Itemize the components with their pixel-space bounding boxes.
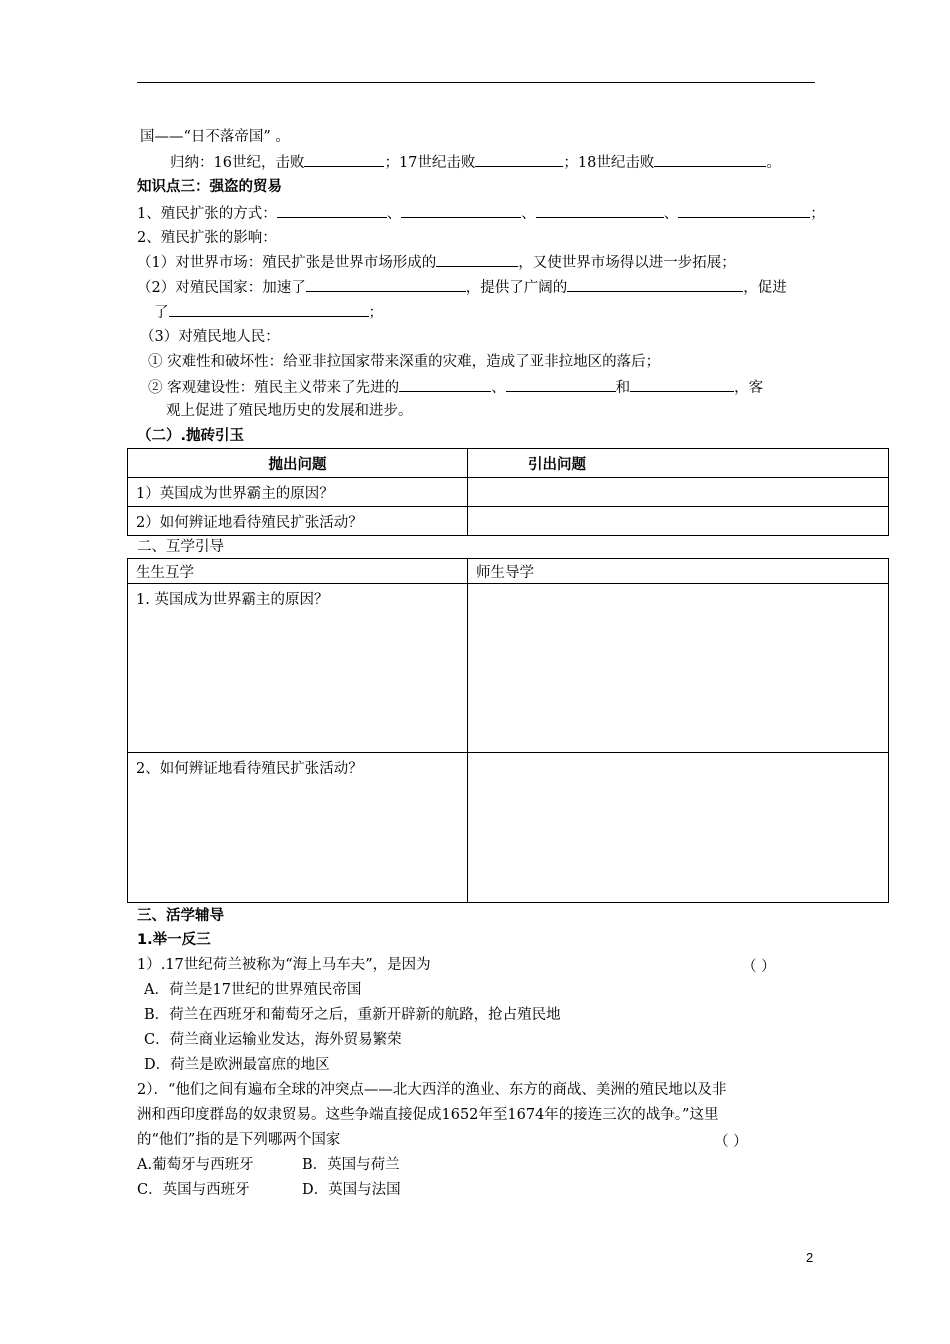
blank[interactable] [304, 152, 384, 167]
table-cell: 2、如何辨证地看待殖民扩张活动？ [128, 753, 468, 903]
line-summary [170, 152, 781, 173]
option[interactable]: D．荷兰是欧洲最富庶的地区 [144, 1057, 330, 1073]
text: ，提供了广阔的 [465, 280, 568, 296]
header-cell: 抛出问题 [128, 449, 468, 478]
page-number: 2 [806, 1250, 814, 1265]
blank[interactable] [506, 377, 616, 392]
blank[interactable] [306, 277, 466, 292]
blank[interactable] [277, 203, 387, 218]
text: 1、殖民扩张的方式： [137, 206, 277, 222]
table-row [128, 449, 889, 478]
text: ，促进 [743, 280, 787, 296]
table-cell: 1）英国成为世界霸主的原因？ [128, 478, 468, 507]
question-1-stem: 1）.17世纪荷兰被称为“海上马车夫”，是因为 [137, 957, 431, 973]
option[interactable]: B．荷兰在西班牙和葡萄牙之后，重新开辟新的航路，抢占殖民地 [144, 1007, 561, 1023]
option[interactable]: C．英国与西班牙 [137, 1182, 250, 1198]
blank[interactable] [436, 252, 518, 267]
section-mutual-guidance: 二、互学引导 [137, 539, 224, 555]
table-row [128, 478, 889, 507]
answer-paren[interactable]: （ ） [714, 1134, 748, 1150]
blank[interactable] [475, 152, 563, 167]
question-2-stem: 的“他们”指的是下列哪两个国家 [137, 1132, 341, 1148]
text: 和 [615, 380, 631, 396]
header-cell: 师生导学 [468, 559, 889, 584]
line-colonies: （3）对殖民地人民： [140, 329, 280, 345]
answer-cell[interactable] [468, 584, 889, 753]
answer-cell[interactable] [468, 507, 889, 536]
guidance-table [127, 558, 889, 903]
option[interactable]: B．英国与荷兰 [302, 1157, 400, 1173]
answer-cell[interactable] [468, 478, 889, 507]
option[interactable]: A．荷兰是17世纪的世界殖民帝国 [144, 982, 362, 998]
table-row [128, 753, 889, 903]
line-progress: 观上促进了殖民地历史的发展和进步。 [166, 403, 413, 419]
answer-cell[interactable] [468, 753, 889, 903]
text: ② 客观建设性：殖民主义带来了先进的 [148, 380, 400, 396]
heading-throw-brick: （二）.抛砖引玉 [137, 428, 245, 444]
line-colonial-states [137, 277, 787, 298]
line-promote [154, 302, 383, 323]
blank[interactable] [654, 152, 766, 167]
blank[interactable] [678, 203, 810, 218]
text: ； [368, 305, 383, 321]
text: ；17世纪击败 [384, 155, 476, 171]
blank[interactable] [169, 302, 369, 317]
line-sun-never-sets: 国——“日不落帝国” 。 [140, 129, 290, 145]
text: ，又使世界市场得以进一步拓展； [518, 255, 736, 271]
question-table [127, 448, 889, 536]
blank[interactable] [536, 203, 664, 218]
header-cell: 生生互学 [128, 559, 468, 584]
text: 归纳：16世纪，击败 [170, 155, 305, 171]
heading-knowledge-3: 知识点三：强盗的贸易 [137, 179, 282, 195]
text: ，客 [734, 380, 764, 396]
header-rule [137, 82, 815, 83]
text: ；18世纪击败 [563, 155, 655, 171]
table-row [128, 507, 889, 536]
question-2-stem: 2）．“他们之间有遍布全球的冲突点——北大西洋的渔业、东方的商战、美洲的殖民地以及非 [137, 1082, 727, 1098]
answer-paren[interactable]: （ ） [742, 959, 776, 975]
option[interactable]: C．荷兰商业运输业发达，海外贸易繁荣 [144, 1032, 402, 1048]
blank[interactable] [567, 277, 743, 292]
text: 。 [766, 155, 781, 171]
table-row [128, 584, 889, 753]
question-2-stem: 洲和西印度群岛的奴隶贸易。这些争端直接促成1652年至1674年的接连三次的战争。”这里 [137, 1107, 719, 1123]
header-cell: 引出问题 [468, 449, 889, 478]
line-destructive: ① 灾难性和破坏性：给亚非拉国家带来深重的灾难，造成了亚非拉地区的落后； [148, 354, 661, 370]
line-constructive: ② 客观建设性：殖民主义带来了先进的 、 和 ，客 [148, 377, 763, 398]
line-colonial-methods: 1、殖民扩张的方式： 、 、 、 ； [137, 203, 825, 224]
blank[interactable] [630, 377, 734, 392]
line-world-market [137, 252, 736, 273]
option[interactable]: D．英国与法国 [302, 1182, 401, 1198]
table-cell: 2）如何辨证地看待殖民扩张活动？ [128, 507, 468, 536]
text: （1）对世界市场：殖民扩张是世界市场形成的 [137, 255, 437, 271]
subsection-examples: 1.举一反三 [137, 932, 211, 948]
blank[interactable] [401, 203, 521, 218]
text: （2）对殖民国家：加速了 [137, 280, 306, 296]
option[interactable]: A.葡萄牙与西班牙 [137, 1157, 254, 1173]
text: 了 [154, 305, 169, 321]
table-row [128, 559, 889, 584]
blank[interactable] [399, 377, 491, 392]
section-active-learning: 三、活学辅导 [137, 908, 224, 924]
line-colonial-impact: 2、殖民扩张的影响： [137, 230, 277, 246]
table-cell: 1. 英国成为世界霸主的原因？ [128, 584, 468, 753]
